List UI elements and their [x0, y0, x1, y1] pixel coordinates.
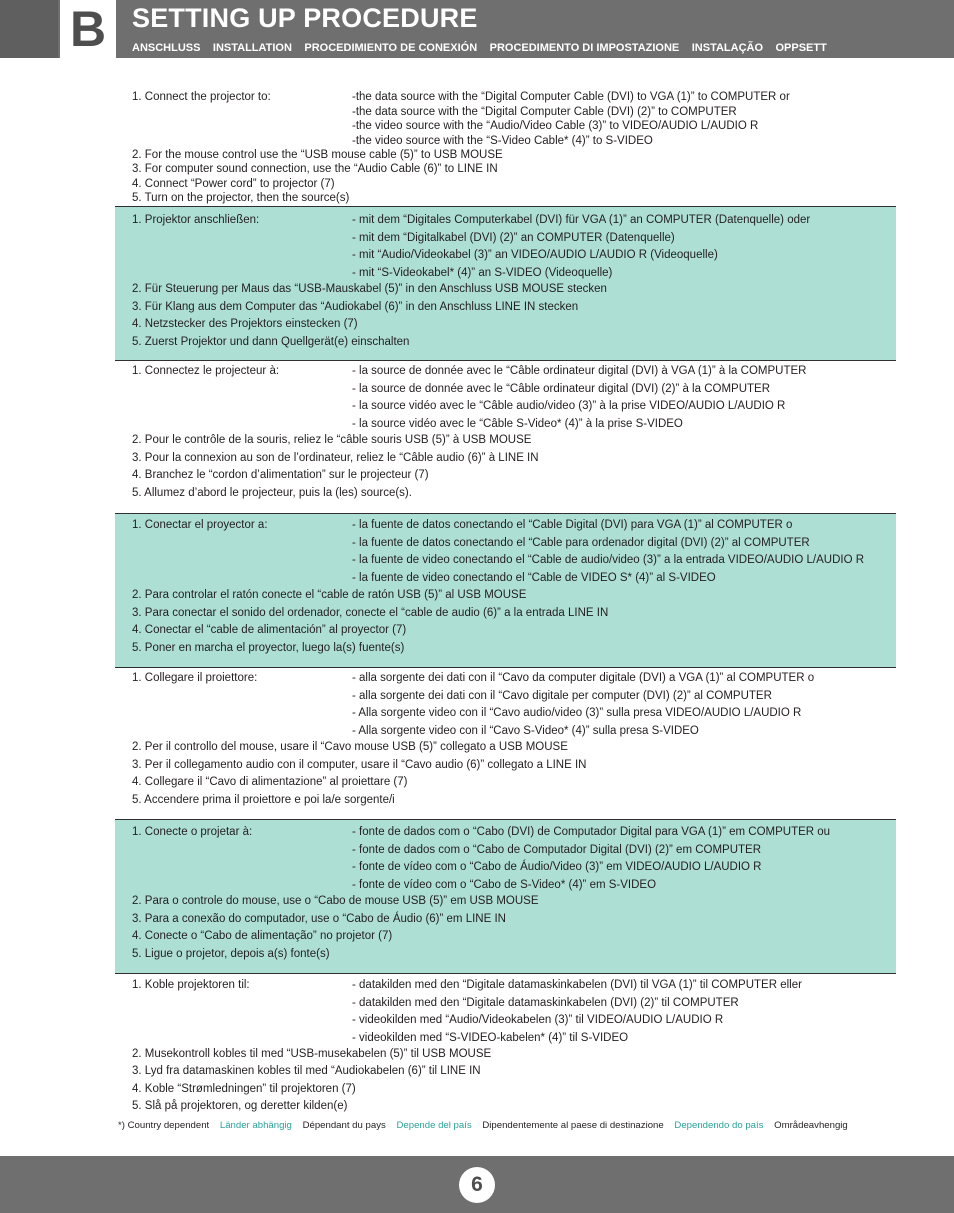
subtitle-no: OPPSETT [775, 42, 827, 54]
step-4: 4. Conecte o “Cabo de alimentação” no projetor (7) [132, 930, 393, 943]
step-3: 3. Pour la connexion au son de l’ordinateur, reliez le “Câble audio (6)” à LINE IN [132, 451, 539, 464]
step-4: 4. Conectar el “cable de alimentación” al proyector (7) [132, 624, 407, 637]
step-1-option: - fonte de dados com o “Cabo de Computador Digital (DVI) (2)” em COMPUTER [352, 843, 762, 856]
step-2: 2. For the mouse control use the “USB mouse cable (5)” to USB MOUSE [132, 149, 503, 161]
section-pt [115, 819, 896, 974]
step-5: 5. Ligue o projetor, depois a(s) fonte(s) [132, 947, 330, 960]
step-1-option: - la source vidéo avec le “Câble audio/video (3)” à la prise VIDEO/AUDIO L/AUDIO R [352, 400, 786, 412]
step-1-option: -the video source with the “S-Video Cable* (4)” to S-VIDEO [352, 134, 653, 147]
section-fr [115, 360, 896, 513]
step-1-label: 1. Connect the projector to: [132, 91, 271, 103]
step-1-option: - mit dem “Digitales Computerkabel (DVI) für VGA (1)” an COMPUTER (Datenquelle) oder [352, 214, 811, 226]
step-4: 4. Netzstecker des Projektors einstecken (7) [132, 318, 358, 331]
section-no [115, 973, 896, 1118]
page-title: SETTING UP PROCEDURE [132, 3, 478, 33]
step-5: 5. Allumez d’abord le projecteur, puis la (les) source(s). [132, 486, 412, 499]
step-1-option: - datakilden med den “Digitale datamaskinkabelen (DVI) (2)” til COMPUTER [352, 996, 739, 1009]
step-1-option: - Alla sorgente video con il “Cavo S-Video* (4)” sulla presa S-VIDEO [352, 724, 699, 737]
step-3: 3. Für Klang aus dem Computer das “Audiokabel (6)” in den Anschluss LINE IN stecken [132, 300, 579, 313]
step-2: 2. Para controlar el ratón conecte el “cable de ratón USB (5)” al USB MOUSE [132, 589, 527, 601]
footnote-pt: Dependendo do país [674, 1120, 764, 1131]
step-1-option: - mit “S-Videokabel* (4)” an S-VIDEO (Videoquelle) [352, 266, 613, 279]
step-1-option: - alla sorgente dei dati con il “Cavo da computer digitale (DVI) a VGA (1)” al COMPUTER o [352, 672, 815, 684]
step-1-option: - la source de donnée avec le “Câble ordinateur digital (DVI) (2)” à la COMPUTER [352, 382, 771, 395]
page-number: 6 [459, 1167, 495, 1203]
section-es [115, 513, 896, 668]
section-en [115, 80, 896, 205]
step-1-option: - fonte de dados com o “Cabo (DVI) de Computador Digital para VGA (1)” em COMPUTER ou [352, 826, 831, 838]
section-de [115, 206, 896, 361]
step-3: 3. Para a conexão do computador, use o “Cabo de Áudio (6)” em LINE IN [132, 912, 506, 925]
step-1-label: 1. Projektor anschließen: [132, 214, 260, 226]
step-1-option: - videokilden med “S-VIDEO-kabelen* (4)” til S-VIDEO [352, 1031, 629, 1044]
subtitle-it: PROCEDIMENTO DI IMPOSTAZIONE [489, 42, 680, 54]
step-3: 3. Lyd fra datamaskinen kobles til med “Audiokabelen (6)” til LINE IN [132, 1065, 481, 1078]
step-1-option: - alla sorgente dei dati con il “Cavo digitale per computer (DVI) (2)” al COMPUTER [352, 689, 772, 702]
language-subtitles [132, 38, 835, 56]
step-1-option: -the data source with the “Digital Computer Cable (DVI) to VGA (1)” to COMPUTER or [352, 91, 790, 103]
step-4: 4. Branchez le “cordon d’alimentation” sur le projecteur (7) [132, 469, 429, 482]
step-3: 3. Per il collegamento audio con il computer, usare il “Cavo audio (6)” collegato a LINE IN [132, 758, 587, 771]
step-1-label: 1. Conecte o projetar à: [132, 826, 253, 838]
footnote-it: Dipendentemente al paese di destinazione [482, 1120, 664, 1131]
step-1-option: -the data source with the “Digital Computer Cable (DVI) (2)” to COMPUTER [352, 105, 737, 118]
subtitle-de: ANSCHLUSS [132, 42, 201, 54]
step-1-label: 1. Koble projektoren til: [132, 979, 250, 991]
step-3: 3. Para conectar el sonido del ordenador, conecte el “cable de audio (6)” a la entrada LINE IN [132, 606, 609, 619]
step-1-option: - fonte de vídeo com o “Cabo de S-Video* (4)” em S-VIDEO [352, 878, 657, 891]
page-header [0, 0, 954, 58]
step-5: 5. Accendere prima il proiettore e poi la/e sorgente/i [132, 793, 395, 806]
step-2: 2. Pour le contrôle de la souris, reliez le “câble souris USB (5)” à USB MOUSE [132, 434, 532, 446]
step-1-option: - la fuente de video conectando el “Cable de audio/video (3)” a la entrada VIDEO/AUDIO L/AUDIO R [352, 554, 865, 566]
step-4: 4. Koble “Strømledningen” til projektoren (7) [132, 1082, 356, 1095]
step-1-option: - la fuente de datos conectando el “Cable para ordenador digital (DVI) (2)” al COMPUTER [352, 536, 810, 549]
footnote-no: Områdeavhengig [774, 1120, 848, 1131]
step-2: 2. Para o controle do mouse, use o “Cabo de mouse USB (5)” em USB MOUSE [132, 895, 539, 907]
section-it [115, 666, 896, 819]
country-dependent-footnote [118, 1120, 856, 1131]
step-1-option: - Alla sorgente video con il “Cavo audio/video (3)” sulla presa VIDEO/AUDIO L/AUDIO R [352, 707, 802, 719]
footnote-en: *) Country dependent [118, 1120, 210, 1131]
step-1-option: - mit “Audio/Videokabel (3)” an VIDEO/AUDIO L/AUDIO R (Videoquelle) [352, 249, 718, 261]
step-2: 2. Per il controllo del mouse, usare il “Cavo mouse USB (5)” collegato a USB MOUSE [132, 741, 568, 753]
step-1-label: 1. Connectez le projecteur à: [132, 365, 280, 377]
step-1-label: 1. Conectar el proyector a: [132, 519, 268, 531]
section-letter: B [60, 0, 116, 58]
step-2: 2. Musekontroll kobles til med “USB-musekabelen (5)” til USB MOUSE [132, 1048, 492, 1060]
step-1-label: 1. Collegare il proiettore: [132, 672, 258, 684]
header-dark-tab [0, 0, 58, 58]
step-5: 5. Turn on the projector, then the source(s) [132, 192, 350, 205]
step-1-option: - mit dem “Digitalkabel (DVI) (2)” an COMPUTER (Datenquelle) [352, 231, 675, 244]
step-2: 2. Für Steuerung per Maus das “USB-Mauskabel (5)” in den Anschluss USB MOUSE stecken [132, 283, 607, 295]
step-1-option: - fonte de vídeo com o “Cabo de Áudio/Video (3)” em VIDEO/AUDIO L/AUDIO R [352, 861, 762, 873]
footnote-fr: Dépendant du pays [302, 1120, 386, 1131]
step-1-option: - la fuente de video conectando el “Cable de VIDEO S* (4)” al S-VIDEO [352, 571, 716, 584]
subtitle-es: PROCEDIMIENTO DE CONEXIÓN [304, 42, 478, 54]
step-1-option: - la source de donnée avec le “Câble ordinateur digital (DVI) à VGA (1)” à la COMPUTER [352, 365, 807, 377]
subtitle-pt: INSTALAÇÃO [691, 42, 764, 54]
step-4: 4. Collegare il “Cavo di alimentazione” al proiettare (7) [132, 776, 408, 789]
step-5: 5. Poner en marcha el proyector, luego la(s) fuente(s) [132, 641, 405, 654]
step-1-option: - datakilden med den “Digitale datamaskinkabelen (DVI) til VGA (1)” til COMPUTER eller [352, 979, 802, 991]
step-1-option: - la source vidéo avec le “Câble S-Video* (4)” à la prise S-VIDEO [352, 417, 683, 430]
step-3: 3. For computer sound connection, use the “Audio Cable (6)” to LINE IN [132, 163, 498, 176]
step-1-option: -the video source with the “Audio/Video Cable (3)” to VIDEO/AUDIO L/AUDIO R [352, 120, 759, 132]
footnote-es: Depende del país [396, 1120, 472, 1131]
step-1-option: - videokilden med “Audio/Videokabelen (3)” til VIDEO/AUDIO L/AUDIO R [352, 1014, 724, 1026]
step-5: 5. Slå på projektoren, og deretter kilden(e) [132, 1099, 348, 1112]
step-5: 5. Zuerst Projektor und dann Quellgerät(e) einschalten [132, 335, 410, 348]
step-1-option: - la fuente de datos conectando el “Cable Digital (DVI) para VGA (1)” al COMPUTER o [352, 519, 793, 531]
step-4: 4. Connect “Power cord” to projector (7) [132, 177, 335, 190]
subtitle-fr: INSTALLATION [212, 42, 292, 54]
footnote-de: Länder abhängig [219, 1120, 292, 1131]
